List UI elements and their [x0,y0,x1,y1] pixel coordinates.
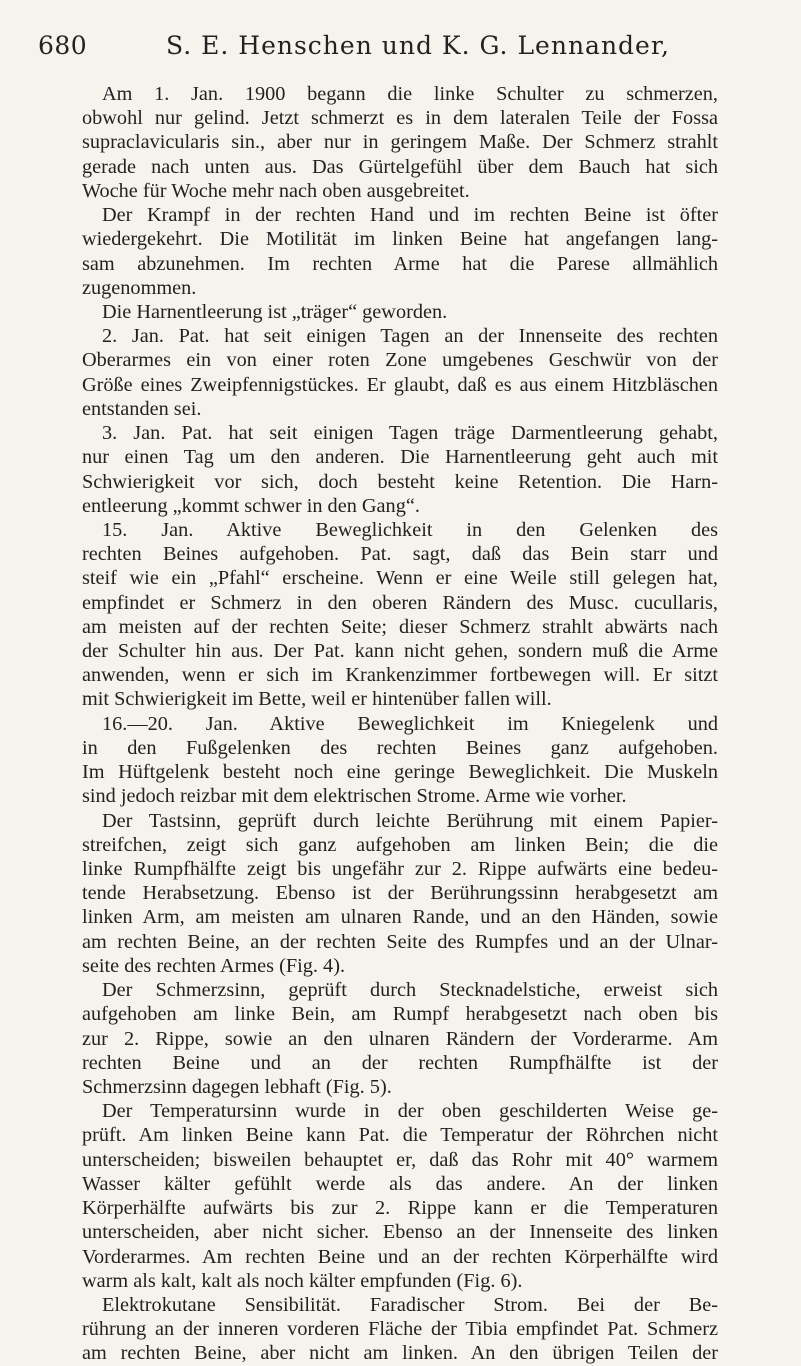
text-line: sind jedoch reizbar mit dem elektrischen Strome. Arme wie vorher. [82,785,627,808]
text-line: 2. Jan. Pat. hat seit einigen Tagen an der Innenseite des rechten [102,325,718,348]
text-line: Die Harnentleerung ist „träger“ geworden. [102,300,448,323]
text-line: zugenommen. [82,276,197,299]
text-line: prüft. Am linken Beine kann Pat. die Temperatur der Röhrchen nicht [82,1124,718,1147]
text-line: am rechten Beine, an der rechten Seite des Rumpfes und an der Ulnar- [82,930,718,953]
text-line: linke Rumpfhälfte zeigt bis ungefähr zur 2. Rippe aufwärts eine bedeu- [82,858,718,880]
text-line: steif wie ein „Pfahl“ erscheine. Wenn er eine Weile still gelegen hat, [82,567,718,590]
running-title: S. E. Henschen und K. G. Lennander, [166,31,670,60]
text-line: Der Krampf in der rechten Hand und im rechten Beine ist öfter [102,204,718,227]
text-line: Vorderarmes. Am rechten Beine und an der rechten Körperhälfte wird [82,1245,718,1268]
text-line: der Schulter hin aus. Der Pat. kann nicht gehen, sondern muß die Arme [82,640,718,663]
text-line: 3. Jan. Pat. hat seit einigen Tagen träge Darmentleerung gehabt, [102,422,718,445]
text-line: Größe eines Zweipfennigstückes. Er glaubt, daß es aus einem Hitzbläschen [82,373,718,396]
text-line: zur 2. Rippe, sowie an den ulnaren Rändern der Vorderarme. Am [82,1027,718,1050]
text-line: unterscheiden; bisweilen behauptet er, daß das Rohr mit 40° warmem [82,1148,718,1171]
text-line: supraclavicularis sin., aber nur in geringem Maße. Der Schmerz strahlt [82,131,718,154]
text-line: Der Temperatursinn wurde in der oben geschilderten Weise ge- [102,1100,718,1123]
text-line: 15. Jan. Aktive Beweglichkeit in den Gelenken des [102,518,718,541]
text-line: aufgehoben am linke Bein, am Rumpf herabgesetzt nach oben bis [82,1003,718,1026]
text-line: Schwierigkeit vor sich, doch besteht keine Retention. Die Harn- [82,470,718,493]
text-line: 16.—20. Jan. Aktive Beweglichkeit im Kniegelenk und [102,712,718,735]
body-text [82,82,718,1366]
text-line: wiedergekehrt. Die Motilität im linken Beine hat angefangen lang- [82,228,718,251]
text-line: Wasser kälter gefühlt werde als das andere. An der linken [82,1172,718,1195]
text-line: obwohl nur gelind. Jetzt schmerzt es in dem lateralen Teile der Fossa [82,107,718,130]
text-line: warm als kalt, kalt als noch kälter empfunden (Fig. 6). [82,1269,523,1292]
text-line: sam abzunehmen. Im rechten Arme hat die Parese allmählich [82,252,718,275]
text-line: Der Tastsinn, geprüft durch leichte Berührung mit einem Papier- [102,809,718,832]
text-line: entstanden sei. [82,397,202,420]
text-line: Woche für Woche mehr nach oben ausgebreitet. [82,179,470,202]
text-line: rechten Beines aufgehoben. Pat. sagt, daß das Bein starr und [82,543,718,566]
text-line: empfindet er Schmerz in den oberen Rändern des Musc. cucullaris, [82,591,718,614]
text-line: Schmerzsinn dagegen lebhaft (Fig. 5). [82,1075,392,1098]
text-line: am meisten auf der rechten Seite; dieser Schmerz strahlt abwärts nach [82,615,718,638]
text-line: Der Schmerzsinn, geprüft durch Stecknadelstiche, erweist sich [102,979,718,1002]
text-line: entleerung „kommt schwer in den Gang“. [82,494,420,517]
text-line: Im Hüftgelenk besteht noch eine geringe Beweglichkeit. Die Muskeln [82,761,718,784]
text-line: Elektrokutane Sensibilität. Faradischer Strom. Bei der Be- [102,1293,718,1316]
text-line: Körperhälfte aufwärts bis zur 2. Rippe kann er die Temperaturen [82,1197,718,1220]
text-line: nur einen Tag um den anderen. Die Harnentleerung geht auch mit [82,446,718,469]
text-line: tende Herabsetzung. Ebenso ist der Berührungssinn herabgesetzt am [82,882,718,905]
text-line: gerade nach unten aus. Das Gürtelgefühl über dem Bauch hat sich [82,155,718,178]
text-line: unterscheiden, aber nicht sicher. Ebenso an der Innenseite des linken [82,1221,718,1244]
text-line: in den Fußgelenken des rechten Beines ganz aufgehoben. [82,736,718,759]
text-line: am rechten Beine, aber nicht am linken. An den übrigen Teilen der [82,1342,718,1365]
running-head [38,26,758,66]
text-line: Am 1. Jan. 1900 begann die linke Schulter zu schmerzen, [102,83,718,105]
text-line: seite des rechten Armes (Fig. 4). [82,954,346,977]
text-line: streifchen, zeigt sich ganz aufgehoben am linken Bein; die die [82,833,718,856]
page-number: 680 [38,31,88,60]
text-line: Oberarmes ein von einer roten Zone umgebenes Geschwür von der [82,349,718,372]
text-line: linken Arm, am meisten am ulnaren Rande, und an den Händen, sowie [82,906,718,929]
text-line: mit Schwierigkeit im Bette, weil er hintenüber fallen will. [82,688,552,711]
text-line: rechten Beine und an der rechten Rumpfhälfte ist der [82,1051,718,1074]
text-line: rührung an der inneren vorderen Fläche der Tibia empfindet Pat. Schmerz [82,1318,718,1341]
text-line: anwenden, wenn er sich im Krankenzimmer fortbewegen will. Er sitzt [82,664,718,687]
